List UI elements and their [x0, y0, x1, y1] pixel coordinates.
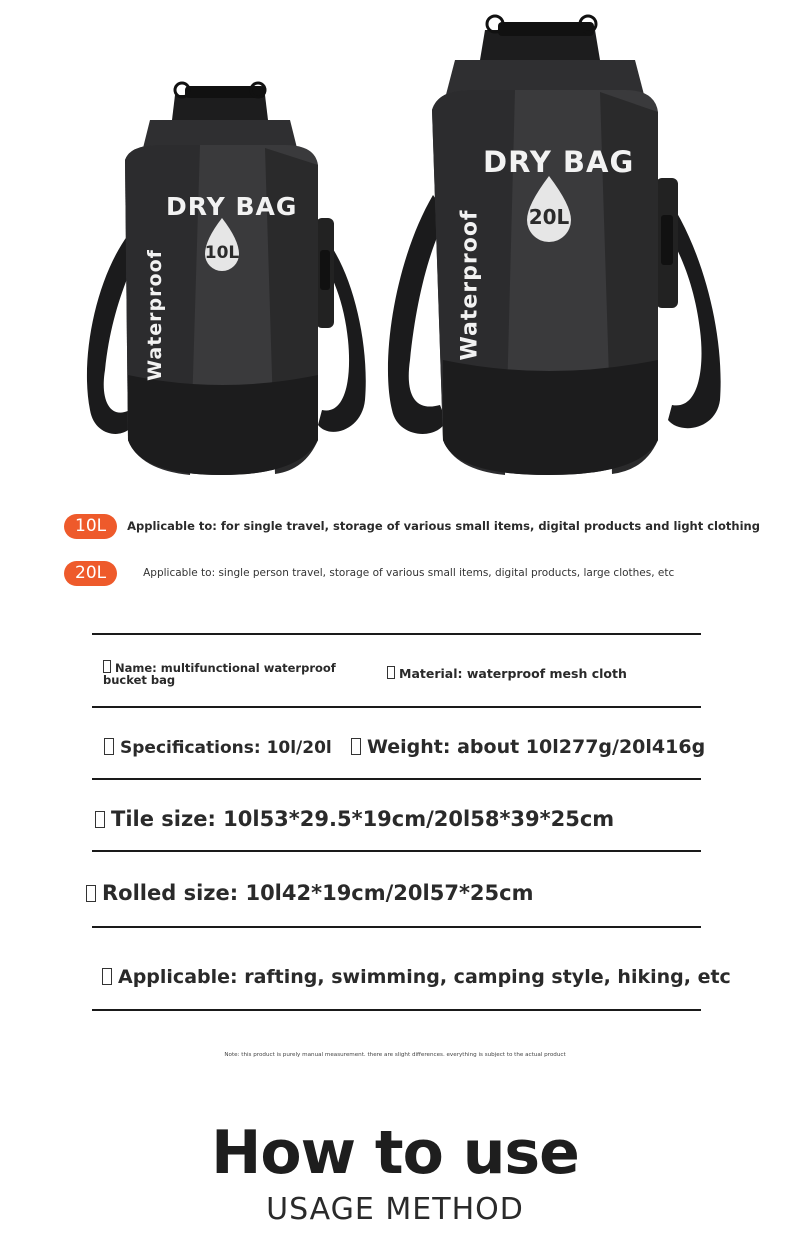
- bag-10l-capacity: 10L: [204, 243, 240, 263]
- bullet-icon: [102, 968, 112, 985]
- bullet-icon: [387, 666, 395, 679]
- section-subtitle: USAGE METHOD: [266, 1192, 524, 1227]
- dry-bag-10l: [87, 83, 366, 475]
- size-row-20l: [64, 559, 674, 587]
- bag-20l-title: DRY BAG: [483, 145, 635, 179]
- bullet-icon: [351, 738, 361, 755]
- spec-material: Material: waterproof mesh cloth: [387, 666, 627, 681]
- spec-tile-size: Tile size: 10l53*29.5*19cm/20l58*39*25cm: [95, 807, 614, 831]
- bullet-icon: [86, 885, 96, 902]
- size-badge-20l: 20L: [64, 561, 117, 586]
- divider: [92, 926, 701, 928]
- product-image: [0, 0, 790, 490]
- bag-10l-side-text: Waterproof: [144, 249, 166, 381]
- spec-specifications: Specifications: 10l/20l: [104, 738, 332, 758]
- dry-bag-20l: [388, 16, 721, 475]
- bag-10l-title: DRY BAG: [166, 192, 298, 221]
- section-title: How to use: [211, 1118, 579, 1188]
- divider: [92, 1009, 701, 1011]
- spec-applicable: Applicable: rafting, swimming, camping style, hiking, etc: [102, 966, 731, 988]
- divider: [92, 633, 701, 635]
- divider: [92, 706, 701, 708]
- size-row-10l: [64, 512, 760, 540]
- size-description-10l: Applicable to: for single travel, storage of various small items, digital products and light clothing: [127, 519, 760, 533]
- bullet-icon: [95, 811, 105, 828]
- bullet-icon: [103, 660, 111, 673]
- spec-rolled-size: Rolled size: 10l42*19cm/20l57*25cm: [86, 881, 533, 905]
- bag-20l-side-text: Waterproof: [457, 209, 483, 361]
- divider: [92, 850, 701, 852]
- measurement-note: Note: this product is purely manual measurement. there are slight differences. everything is subject to the actual product: [224, 1052, 566, 1058]
- divider: [92, 778, 701, 780]
- spec-name: Name: multifunctional waterproof bucket bag: [103, 661, 336, 687]
- spec-weight: Weight: about 10l277g/20l416g: [351, 736, 705, 758]
- bag-20l-capacity: 20L: [528, 205, 570, 229]
- bullet-icon: [104, 738, 114, 755]
- size-badge-10l: 10L: [64, 514, 117, 539]
- size-description-20l: Applicable to: single person travel, storage of various small items, digital products, large clothes, etc: [143, 567, 675, 579]
